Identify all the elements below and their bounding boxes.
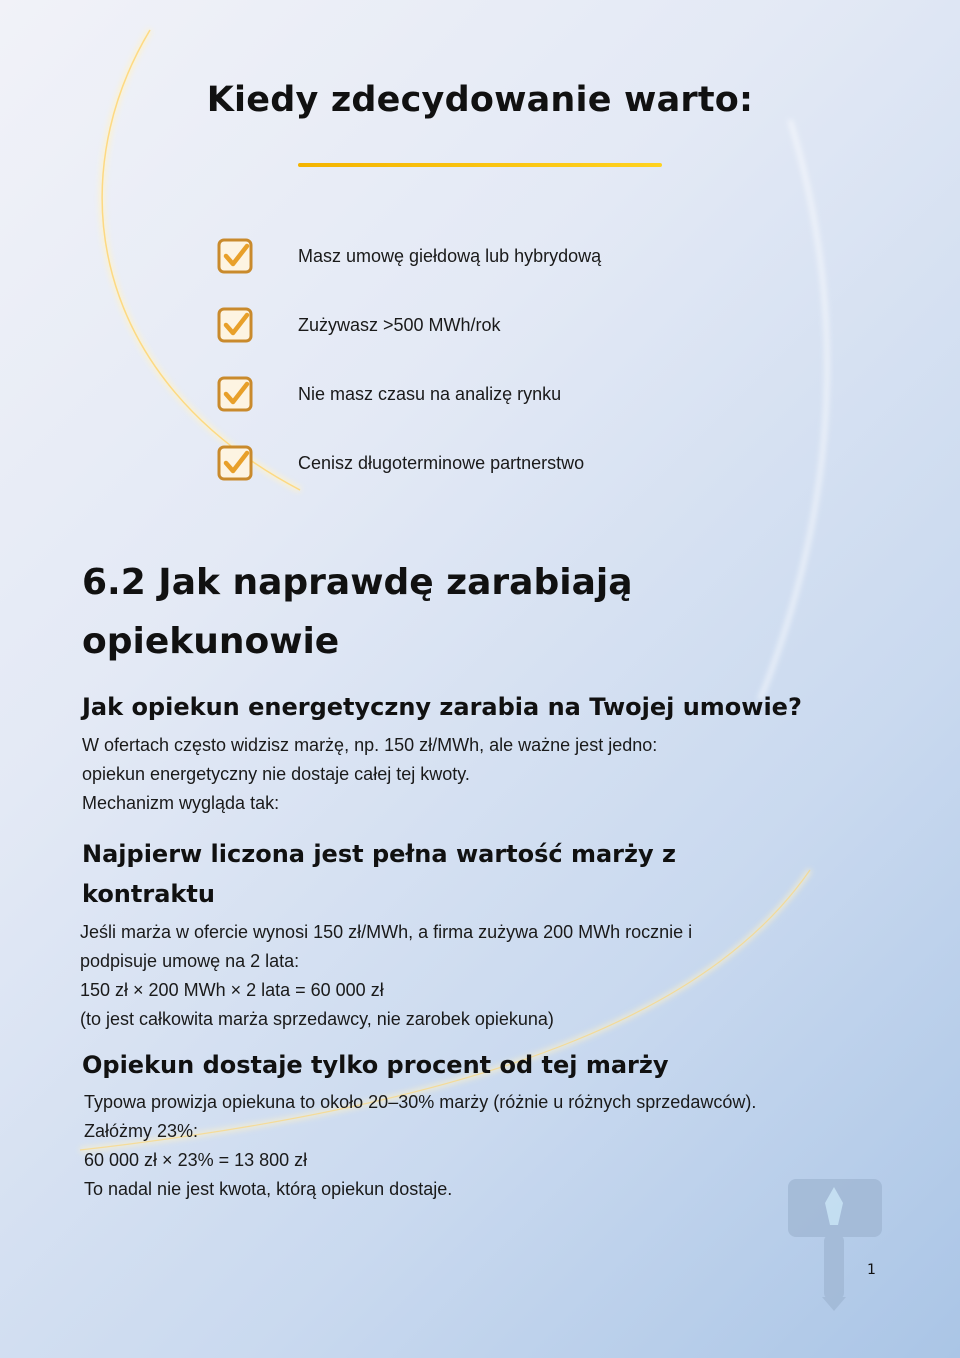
text-line: Mechanizm wygląda tak:	[82, 793, 280, 813]
page-title: Kiedy zdecydowanie warto:	[206, 80, 754, 120]
subheading-commission: Opiekun dostaje tylko procent od tej marży	[82, 1051, 669, 1079]
text-line: 150 zł × 200 MWh × 2 lata = 60 000 zł	[80, 980, 384, 1000]
list-item: Zużywasz >500 MWh/rok	[298, 315, 501, 335]
section-heading	[82, 553, 782, 671]
text-line: podpisuje umowę na 2 lata:	[80, 951, 300, 971]
title-underline	[298, 163, 662, 167]
text-line: To nadal nie jest kwota, którą opiekun dostaje.	[84, 1179, 453, 1199]
section-heading-line: 6.2 Jak naprawdę zarabiają	[82, 562, 633, 603]
subheading-full-margin	[82, 834, 676, 914]
checkbox-checked-icon	[217, 307, 253, 343]
page-number: 1	[867, 1262, 876, 1278]
text-line: Typowa prowizja opiekuna to około 20–30% marży (różnie u różnych sprzedawców).	[84, 1092, 757, 1112]
checkbox-checked-icon	[217, 238, 253, 274]
paragraph-full-margin	[80, 918, 692, 1034]
text-line: 60 000 zł × 23% = 13 800 zł	[84, 1150, 308, 1170]
list-item: Masz umowę giełdową lub hybrydową	[298, 246, 602, 266]
paragraph-commission	[84, 1088, 756, 1204]
list-item: Cenisz długoterminowe partnerstwo	[298, 453, 585, 473]
text-line: (to jest całkowita marża sprzedawcy, nie zarobek opiekuna)	[80, 1009, 554, 1029]
text-line: W ofertach często widzisz marżę, np. 150 zł/MWh, ale ważne jest jedno:	[82, 735, 658, 755]
list-item: Nie masz czasu na analizę rynku	[298, 384, 562, 404]
text-line: Jeśli marża w ofercie wynosi 150 zł/MWh, a firma zużywa 200 MWh rocznie i	[80, 922, 693, 942]
subheading-line: kontraktu	[82, 880, 215, 908]
subheading-how-earns: Jak opiekun energetyczny zarabia na Twojej umowie?	[82, 693, 802, 721]
paragraph-intro	[82, 731, 657, 818]
text-line: opiekun energetyczny nie dostaje całej tej kwoty.	[82, 764, 470, 784]
checkbox-checked-icon	[217, 376, 253, 412]
subheading-line: Najpierw liczona jest pełna wartość marży z	[82, 840, 676, 868]
section-heading-line: opiekunowie	[82, 621, 340, 662]
checkbox-checked-icon	[217, 445, 253, 481]
hammer-watermark-icon	[786, 1175, 882, 1315]
text-line: Załóżmy 23%:	[84, 1121, 199, 1141]
